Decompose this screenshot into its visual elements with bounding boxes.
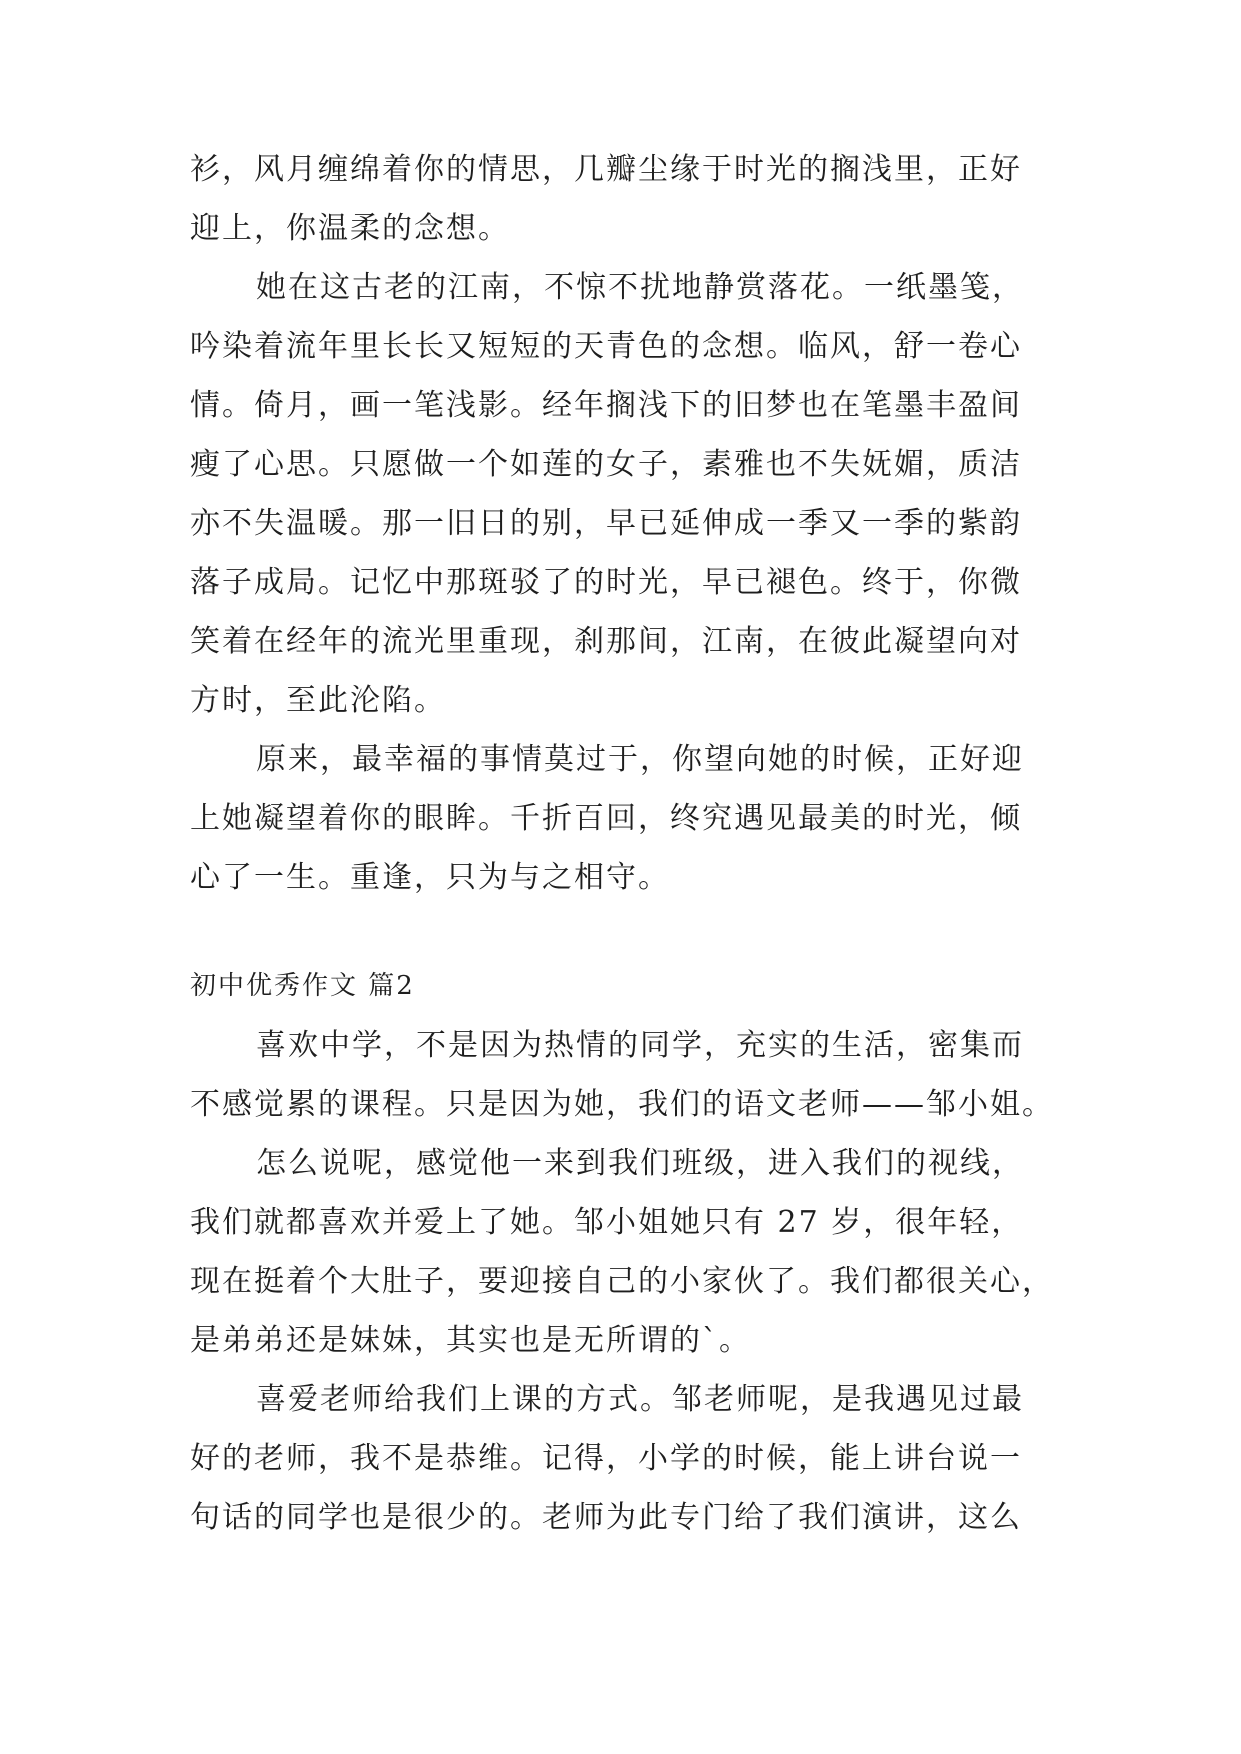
paragraph [190,258,1070,730]
text-line: 笑着在经年的流光里重现，刹那间，江南，在彼此凝望向对 [190,624,1022,659]
text-line: 现在挺着个大肚子，要迎接自己的小家伙了。我们都很关心， [190,1264,1054,1299]
text-line: 喜爱老师给我们上课的方式。邹老师呢，是我遇见过最 [256,1382,1024,1417]
text-line: 上她凝望着你的眼眸。千折百回，终究遇见最美的时光，倾 [190,801,1022,836]
essay-section-1 [190,140,1070,907]
text-line: 原来，最幸福的事情莫过于，你望向她的时候，正好迎 [256,742,1024,777]
paragraph [190,1370,1070,1547]
paragraph [190,140,1070,258]
paragraph [190,1134,1070,1370]
paragraph [190,1016,1070,1134]
text-line: 是弟弟还是妹妹，其实也是无所谓的`。 [190,1323,751,1358]
text-line: 迎上，你温柔的念想。 [190,211,510,246]
text-line: 句话的同学也是很少的。老师为此专门给了我们演讲，这么 [190,1500,1022,1535]
text-line: 衫，风月缠绵着你的情思，几瓣尘缘于时光的搁浅里，正好 [190,152,1022,187]
text-line: 她在这古老的江南，不惊不扰地静赏落花。一纸墨笺， [256,270,1024,305]
section-heading: 初中优秀作文 篇2 [190,971,415,1001]
text-line: 吟染着流年里长长又短短的天青色的念想。临风，舒一卷心 [190,329,1022,364]
text-line: 方时，至此沦陷。 [190,683,446,718]
text-line: 瘦了心思。只愿做一个如莲的女子，素雅也不失妩媚，质洁 [190,447,1022,482]
text-line: 怎么说呢，感觉他一来到我们班级，进入我们的视线， [256,1146,1024,1181]
text-line: 情。倚月，画一笔浅影。经年搁浅下的旧梦也在笔墨丰盈间 [190,388,1022,423]
text-line: 心了一生。重逢，只为与之相守。 [190,860,670,895]
text-line: 亦不失温暖。那一旧日的别，早已延伸成一季又一季的紫韵 [190,506,1022,541]
text-line: 不感觉累的课程。只是因为她，我们的语文老师——邹小姐。 [190,1087,1054,1122]
essay-section-2 [190,957,1070,1547]
text-line: 喜欢中学，不是因为热情的同学，充实的生活，密集而 [256,1028,1024,1063]
text-line: 我们就都喜欢并爱上了她。邹小姐她只有 27 岁，很年轻， [190,1205,1024,1240]
text-line: 落子成局。记忆中那斑驳了的时光，早已褪色。终于，你微 [190,565,1022,600]
paragraph [190,730,1070,907]
text-line: 好的老师，我不是恭维。记得，小学的时候，能上讲台说一 [190,1441,1022,1476]
